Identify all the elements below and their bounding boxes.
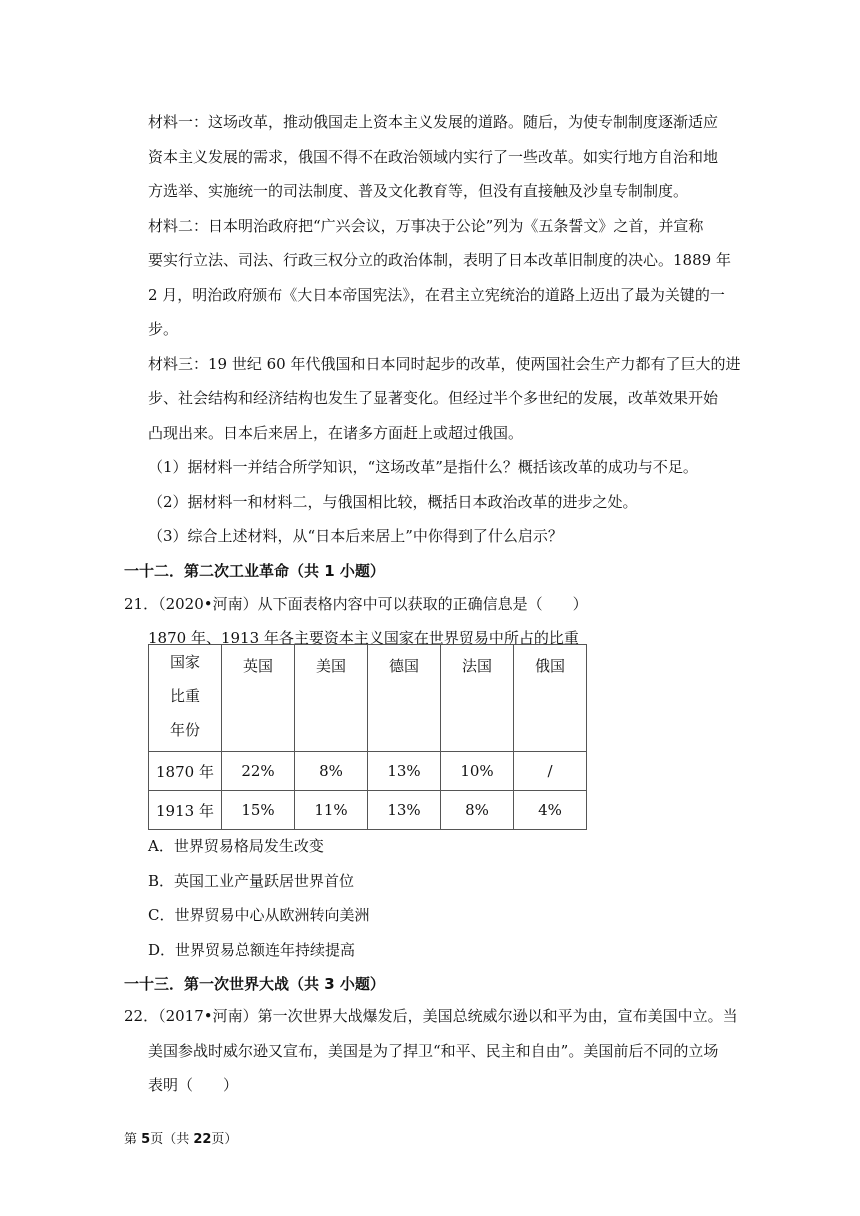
- trade-share-table: [148, 644, 587, 830]
- material-1-line-2: 资本主义发展的需求，俄国不得不在政治领域内实行了一些改革。如实行地方自治和地: [148, 148, 719, 166]
- material-1-line-3: 方选举、实施统一的司法制度、普及文化教育等，但没有直接触及沙皇专制制度。: [148, 182, 689, 200]
- column-header-cell: [295, 645, 368, 752]
- value-cell: 4%: [514, 791, 587, 830]
- column-header-cell: [441, 645, 514, 752]
- subquestion-3: （3）综合上述材料，从“日本后来居上”中你得到了什么启示？: [148, 527, 563, 545]
- header-label-year: 年份: [169, 721, 200, 739]
- option-c: C．世界贸易中心从欧洲转向美洲: [148, 906, 370, 924]
- header-label-share: 比重: [169, 687, 200, 705]
- subquestion-1: （1）据材料一并结合所学知识，“这场改革”是指什么？概括该改革的成功与不足。: [148, 458, 698, 476]
- footer-prefix: 第: [124, 1132, 142, 1147]
- value-cell: 13%: [368, 752, 441, 791]
- question-22-line-2: 美国参战时威尔逊又宣布，美国是为了捍卫“和平、民主和自由”。美国前后不同的立场: [148, 1042, 719, 1060]
- value-cell: 15%: [222, 791, 295, 830]
- column-header-cell: [514, 645, 587, 752]
- table-row: [149, 752, 587, 791]
- value-cell: 8%: [441, 791, 514, 830]
- value-cell: 11%: [295, 791, 368, 830]
- country-russia: 俄国: [534, 657, 565, 675]
- value-cell: 10%: [441, 752, 514, 791]
- option-b: B．英国工业产量跃居世界首位: [148, 872, 355, 890]
- option-a: A．世界贸易格局发生改变: [148, 837, 324, 855]
- material-3-line-2: 步、社会结构和经济结构也发生了显著变化。但经过半个多世纪的发展，改革效果开始: [148, 389, 719, 407]
- section-heading-13: 一十三．第一次世界大战（共 3 小题）: [124, 975, 385, 993]
- value-cell: 8%: [295, 752, 368, 791]
- footer-suffix: 页）: [211, 1132, 238, 1147]
- table-row: [149, 791, 587, 830]
- question-22-line-3: 表明（ ）: [148, 1076, 239, 1094]
- section-heading-12: 一十二．第二次工业革命（共 1 小题）: [124, 562, 385, 580]
- material-2-line-2: 要实行立法、司法、行政三权分立的政治体制，表明了日本改革旧制度的决心。1889 年: [148, 251, 731, 269]
- material-3-line-1: 材料三：19 世纪 60 年代俄国和日本同时起步的改革，使两国社会生产力都有了巨大的进: [148, 355, 741, 373]
- value-cell: 13%: [368, 791, 441, 830]
- country-germany: 德国: [388, 657, 419, 675]
- material-2-line-3: 2 月，明治政府颁布《大日本帝国宪法》，在君主立宪统治的道路上迈出了最为关键的一: [148, 286, 725, 304]
- column-header-cell: [222, 645, 295, 752]
- question-21-stem: 21．（2020•河南）从下面表格内容中可以获取的正确信息是（ ）: [124, 595, 588, 613]
- year-cell: 1913 年: [149, 791, 222, 830]
- table-header-row: [149, 645, 587, 752]
- page-number: 5: [141, 1132, 151, 1147]
- footer-middle: 页（共: [150, 1132, 194, 1147]
- option-d: D．世界贸易总额连年持续提高: [148, 941, 356, 959]
- corner-header-cell: [149, 645, 222, 752]
- page-total: 22: [193, 1132, 212, 1147]
- subquestion-2: （2）据材料一和材料二，与俄国相比较，概括日本政治改革的进步之处。: [148, 493, 638, 511]
- value-cell: 22%: [222, 752, 295, 791]
- country-us: 美国: [315, 657, 346, 675]
- year-cell: 1870 年: [149, 752, 222, 791]
- question-22-line-1: 22．（2017•河南）第一次世界大战爆发后，美国总统威尔逊以和平为由，宣布美国中立。当: [124, 1007, 738, 1025]
- page-footer: [124, 1128, 237, 1147]
- country-france: 法国: [461, 657, 492, 675]
- header-label-country: 国家: [169, 653, 200, 671]
- column-header-cell: [368, 645, 441, 752]
- material-1-line-1: 材料一：这场改革，推动俄国走上资本主义发展的道路。随后，为使专制制度逐渐适应: [148, 113, 719, 131]
- country-uk: 英国: [242, 657, 273, 675]
- material-2-line-4: 步。: [148, 320, 179, 338]
- value-cell: /: [514, 752, 587, 791]
- table-title: 1870 年、1913 年各主要资本主义国家在世界贸易中所占的比重: [148, 629, 579, 647]
- material-3-line-3: 凸现出来。日本后来居上，在诸多方面赶上或超过俄国。: [148, 424, 524, 442]
- material-2-line-1: 材料二：日本明治政府把“广兴会议，万事决于公论”列为《五条誓文》之首，并宣称: [148, 217, 704, 235]
